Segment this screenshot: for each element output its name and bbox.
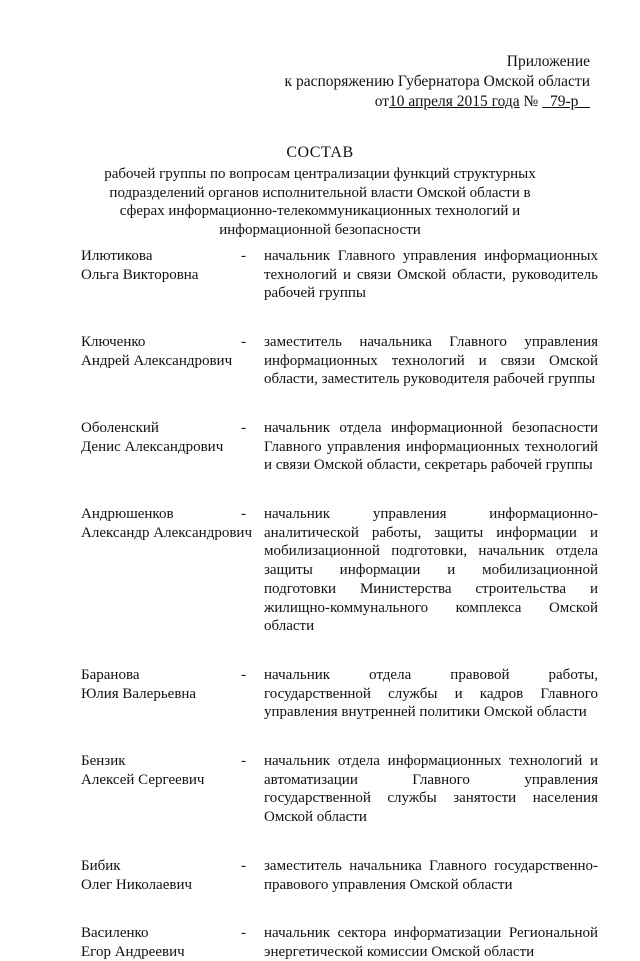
title-subtitle: рабочей группы по вопросам централизации функций структурных подразделений органов исполнительной власти Омской области в сферах информационно-телекоммуникационных технологий и информационной безопасности [104, 166, 536, 238]
list-item [81, 857, 598, 894]
member-role: заместитель начальника Главного государственно-правового управления Омской области [264, 858, 598, 893]
document-title [90, 143, 550, 239]
member-role: начальник отдела информационных технологий и автоматизации Главного управления государственной службы занятости населения Омской области [264, 753, 598, 826]
member-role: начальник отдела информационной безопасности Главного управления информационных технологий и связи Омской области, секретарь рабочей группы [264, 420, 598, 474]
member-surname: Василенко [81, 925, 149, 941]
member-surname: Баранова [81, 667, 140, 683]
list-item [81, 247, 598, 303]
member-dash: - [241, 248, 246, 264]
member-dash: - [241, 506, 246, 522]
member-role: начальник Главного управления информационных технологий и связи Омской области, руководитель рабочей группы [264, 248, 598, 302]
appendix-label: Приложение [506, 53, 590, 70]
member-role: начальник управления информационно-аналитической работы, защиты информации и мобилизационной подготовки, начальник отдела защиты информации и мобилизационной подготовки Министерства строительства и жилищно-коммунального комплекса Омской области [264, 506, 598, 635]
member-name [81, 666, 237, 722]
member-name [81, 505, 252, 636]
appendix-decree: к распоряжению Губернатора Омской области [284, 73, 590, 90]
member-given-names: Егор Андреевич [81, 943, 185, 960]
list-item [81, 505, 598, 636]
list-item [81, 752, 598, 827]
member-dash: - [241, 925, 246, 941]
member-surname: Андрюшенков [81, 506, 174, 522]
member-name [81, 857, 237, 894]
member-surname: Оболенский [81, 420, 159, 436]
appendix-date-line [285, 92, 590, 112]
member-given-names: Денис Александрович [81, 438, 224, 455]
member-name [81, 752, 237, 827]
list-item [81, 666, 598, 722]
list-item [81, 924, 598, 961]
decree-date: 10 апреля 2015 года [389, 93, 520, 110]
member-role: начальник сектора информатизации Региональной энергетической комиссии Омской области [264, 925, 598, 960]
member-given-names: Андрей Александрович [81, 352, 233, 369]
member-dash: - [241, 334, 246, 350]
member-surname: Бензик [81, 753, 126, 769]
member-role: заместитель начальника Главного управления информационных технологий и связи Омской области, заместитель руководителя рабочей группы [264, 334, 598, 388]
member-name [81, 333, 237, 389]
member-name [81, 924, 237, 961]
list-item [81, 419, 598, 475]
member-dash: - [241, 753, 246, 769]
member-role: начальник отдела правовой работы, государственной службы и кадров Главного управления внутренней политики Омской области [264, 667, 598, 721]
member-name [81, 247, 237, 303]
member-surname: Бибик [81, 858, 121, 874]
member-dash: - [241, 420, 246, 436]
number-label: № [519, 93, 543, 110]
member-surname: Илютикова [81, 248, 153, 264]
member-dash: - [241, 858, 246, 874]
member-name [81, 419, 237, 475]
member-given-names: Олег Николаевич [81, 876, 193, 893]
member-given-names: Ольга Викторовна [81, 266, 199, 283]
member-surname: Ключенко [81, 334, 146, 350]
member-given-names: Алексей Сергеевич [81, 771, 205, 788]
member-dash: - [241, 667, 246, 683]
title-heading: СОСТАВ [286, 144, 354, 161]
appendix-header [285, 52, 590, 112]
member-given-names: Юлия Валерьевна [81, 685, 197, 702]
date-prefix: от [374, 93, 390, 110]
list-item [81, 333, 598, 389]
member-given-names: Александр Александрович [81, 524, 252, 541]
decree-number: 79-р [549, 93, 579, 110]
